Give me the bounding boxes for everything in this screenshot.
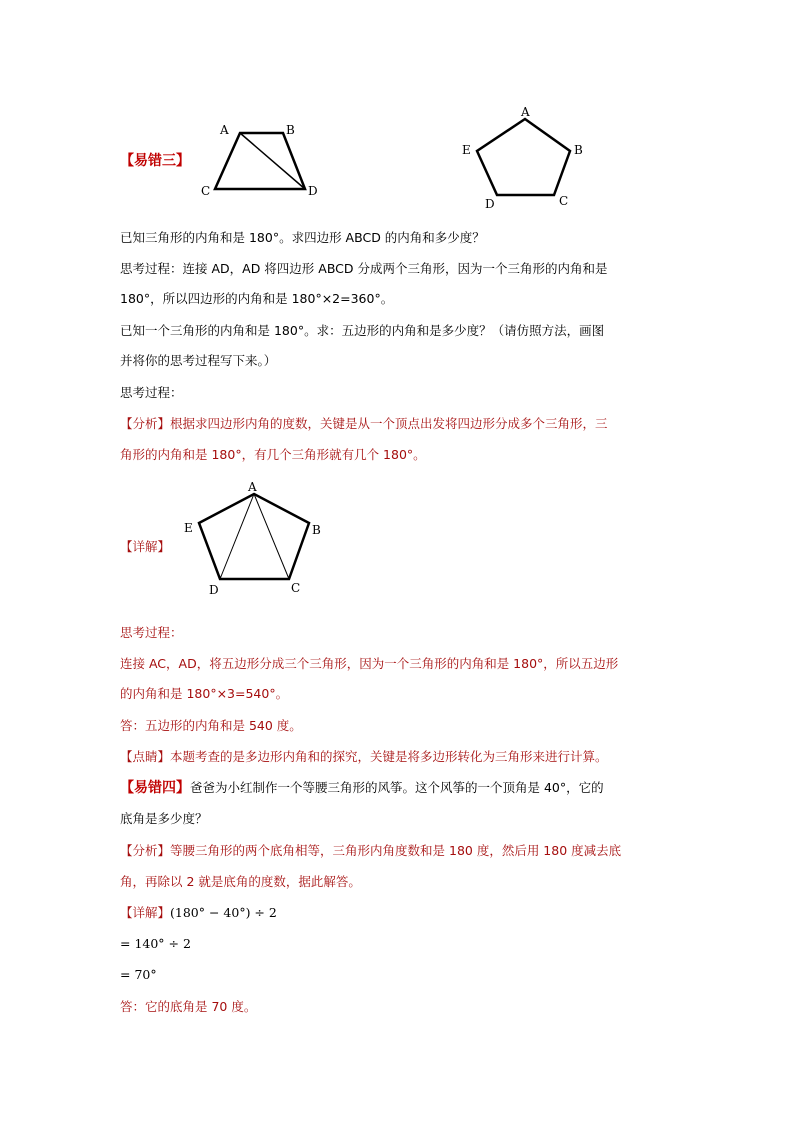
label-d: D	[308, 184, 318, 198]
quadrilateral-figure	[195, 118, 330, 203]
think-label: 思考过程：	[120, 625, 183, 640]
label-b: B	[574, 143, 583, 157]
solution-line	[120, 655, 618, 673]
text-line: 已知三角形的内角和是 180°。求四边形 ABCD 的内角和多少度？	[120, 230, 485, 245]
detail-tag: 【详解】	[120, 905, 171, 920]
answer-line: 答：五边形的内角和是 540 度。	[120, 718, 302, 733]
pentagon-outline	[199, 494, 309, 579]
detail-pentagon-figure	[178, 476, 328, 601]
answer-line: 答：它的底角是 70 度。	[120, 999, 257, 1014]
calc-step: = 70°	[120, 967, 157, 982]
analysis-line	[120, 842, 621, 860]
label-c: C	[291, 581, 301, 595]
comment-line	[120, 748, 608, 766]
label-d: D	[485, 197, 495, 211]
analysis-line: 角，再除以 2 就是底角的度数，据此解答。	[120, 874, 361, 889]
label-c: C	[559, 194, 569, 208]
detail-line	[120, 904, 277, 922]
section4-tag: 【易错四】	[120, 780, 190, 796]
label-a: A	[248, 480, 257, 494]
analysis-tag: 【分析】	[120, 416, 171, 431]
comment-text: 本题考查的是多边形内角和的探究，关键是将多边形转化为三角形来进行计算。	[170, 749, 608, 764]
solution-text: 连接 AC，AD，将五边形分成三个三角形，因为一个三角形的内角和是 180°，	[120, 656, 556, 671]
diagonal-ac	[254, 494, 289, 579]
text-line: 180°，所以四边形的内角和是 180°×2=360°。	[120, 291, 394, 306]
label-d: D	[209, 583, 219, 597]
solution-line: 的内角和是 180°×3=540°。	[120, 686, 289, 701]
analysis-line	[120, 415, 608, 433]
analysis-line: 角形的内角和是 180°，有几个三角形就有几个 180°。	[120, 447, 426, 462]
text-line: 思考过程：连接 AD，AD 将四边形 ABCD 分成两个三角形，因为一个三角形的内角和是	[120, 261, 608, 276]
text-line: 并将你的思考过程写下来。）	[120, 353, 277, 368]
comment-tag: 【点睛】	[120, 749, 171, 764]
analysis-tag: 【分析】	[120, 843, 171, 858]
label-a: A	[521, 105, 530, 119]
question-line: 底角是多少度？	[120, 811, 208, 826]
text-line: 已知一个三角形的内角和是 180°。求：五边形的内角和是多少度？（请仿照方法，画图	[120, 323, 605, 338]
solution-text-red: 所以五边形	[555, 656, 619, 671]
calc-step: (180° − 40°) ÷ 2	[170, 905, 277, 920]
calc-step: = 140° ÷ 2	[120, 936, 191, 951]
diagonal-ad	[220, 494, 254, 579]
analysis-text: 根据求四边形内角的度数，关键是从一个顶点出发将四边形分成多个三角形，三	[170, 416, 608, 431]
pentagon-figure	[455, 100, 595, 215]
detail-tag: 【详解】	[120, 539, 171, 554]
section3-tag: 【易错三】	[120, 153, 190, 169]
question-text: 爸爸为小红制作一个等腰三角形的风筝。这个风筝的一个顶角是 40°，它的	[190, 780, 604, 795]
label-c: C	[201, 184, 211, 198]
pentagon-outline	[477, 119, 570, 195]
label-e: E	[462, 143, 471, 157]
label-b: B	[286, 123, 295, 137]
label-a: A	[220, 123, 229, 137]
quadrilateral-outline	[215, 133, 305, 189]
label-b: B	[312, 523, 321, 537]
analysis-text: 等腰三角形的两个底角相等，三角形内角度数和是 180 度，然后用 180 度减去底	[170, 843, 622, 858]
label-e: E	[184, 521, 193, 535]
text-line: 思考过程：	[120, 385, 183, 400]
section4-question-line	[120, 779, 604, 797]
